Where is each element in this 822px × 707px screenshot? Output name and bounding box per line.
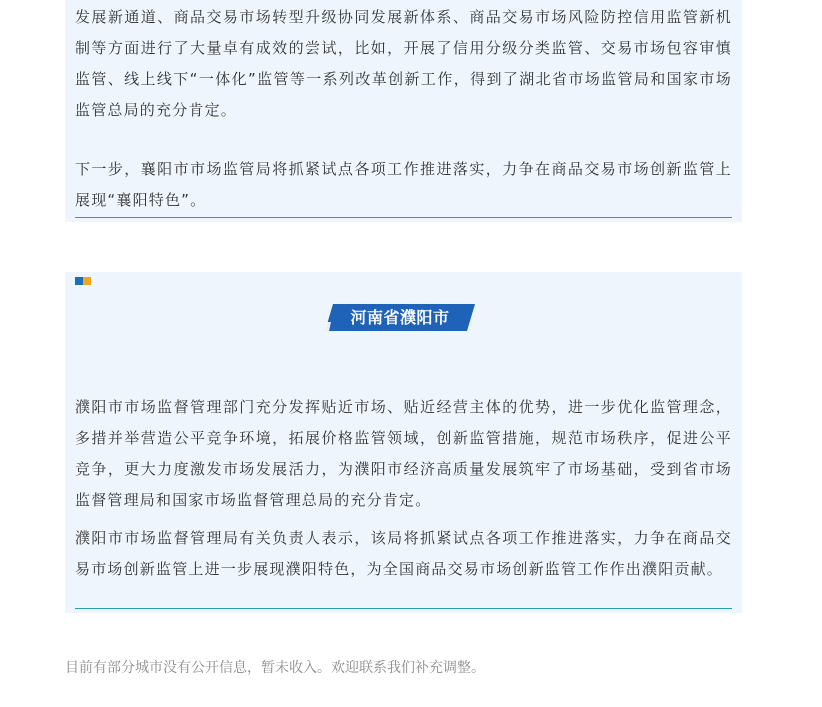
section-title: 河南省濮阳市 [350,308,450,327]
section-puyang [65,272,742,613]
section-divider [75,217,732,218]
section-paragraph: 濮阳市市场监督管理局有关负责人表示，该局将抓紧试点各项工作推进落实，力争在商品交易市场创新监管上进一步展现濮阳特色，为全国商品交易市场创新监管工作作出濮阳贡献。 [75,529,732,578]
corner-decoration-icon [75,277,91,285]
section-paragraph: 发展新通道、商品交易市场转型升级协同发展新体系、商品交易市场风险防控信用监管新机制等方面进行了大量卓有成效的尝试，比如，开展了信用分级分类监管、交易市场包容审慎监管、线上线下“一体化”监管等一系列改革创新工作，得到了湖北省市场监管局和国家市场监管总局的充分肯定。 [75,8,732,119]
section-title-banner [325,304,475,331]
footnote: 目前有部分城市没有公开信息，暂未收入。欢迎联系我们补充调整。 [65,660,485,676]
section-paragraph: 濮阳市市场监督管理部门充分发挥贴近市场、贴近经营主体的优势，进一步优化监管理念，多措并举营造公平竞争环境，拓展价格监管领域，创新监管措施，规范市场秩序，促进公平竞争，更大力度激发市场发展活力，为濮阳市经济高质量发展筑牢了市场基础，受到省市场监督管理局和国家市场监督管理总局的充分肯定。 [75,398,732,509]
section-paragraph: 下一步，襄阳市市场监管局将抓紧试点各项工作推进落实，力争在商品交易市场创新监管上展现“襄阳特色”。 [75,160,732,209]
section-xiangyang [65,0,742,222]
section-divider [75,608,732,609]
